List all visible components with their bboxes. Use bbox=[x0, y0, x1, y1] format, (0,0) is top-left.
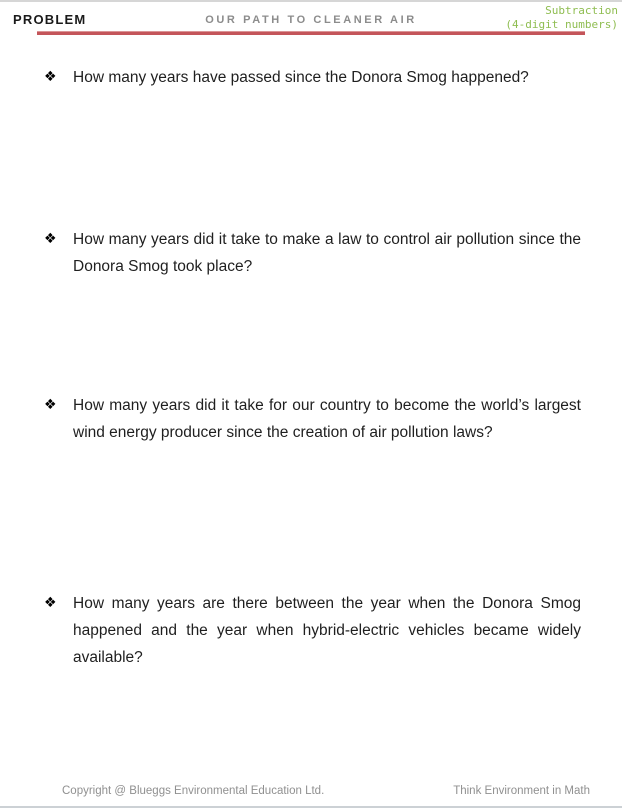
question-item-2 bbox=[44, 226, 581, 280]
question-text: How many years did it take to make a law to control air pollution since the Donora Smog took place? bbox=[73, 231, 581, 275]
question-text: How many years are there between the year when the Donora Smog happened and the year when hybrid-electric vehicles became widely available? bbox=[73, 595, 581, 666]
question-item-1 bbox=[44, 64, 581, 91]
topic-label-line2: (4-digit numbers) bbox=[505, 18, 618, 31]
diamond-bullet-icon: ❖ bbox=[44, 231, 57, 247]
worksheet-title: OUR PATH TO CLEANER AIR bbox=[205, 14, 417, 26]
footer-copyright: Copyright @ Blueggs Environmental Education Ltd. bbox=[62, 785, 325, 797]
header-divider-rule bbox=[37, 31, 585, 35]
topic-label-line1: Subtraction bbox=[545, 4, 618, 17]
question-text: How many years have passed since the Donora Smog happened? bbox=[73, 69, 529, 86]
diamond-bullet-icon: ❖ bbox=[44, 397, 57, 413]
topic-label bbox=[505, 4, 618, 32]
problem-section-label: PROBLEM bbox=[13, 12, 87, 27]
question-item-4 bbox=[44, 590, 581, 671]
diamond-bullet-icon: ❖ bbox=[44, 595, 57, 611]
footer-tagline: Think Environment in Math bbox=[453, 785, 590, 797]
question-text: How many years did it take for our country to become the world’s largest wind energy producer since the creation of air pollution laws? bbox=[73, 397, 581, 441]
diamond-bullet-icon: ❖ bbox=[44, 69, 57, 85]
question-item-3 bbox=[44, 392, 581, 446]
